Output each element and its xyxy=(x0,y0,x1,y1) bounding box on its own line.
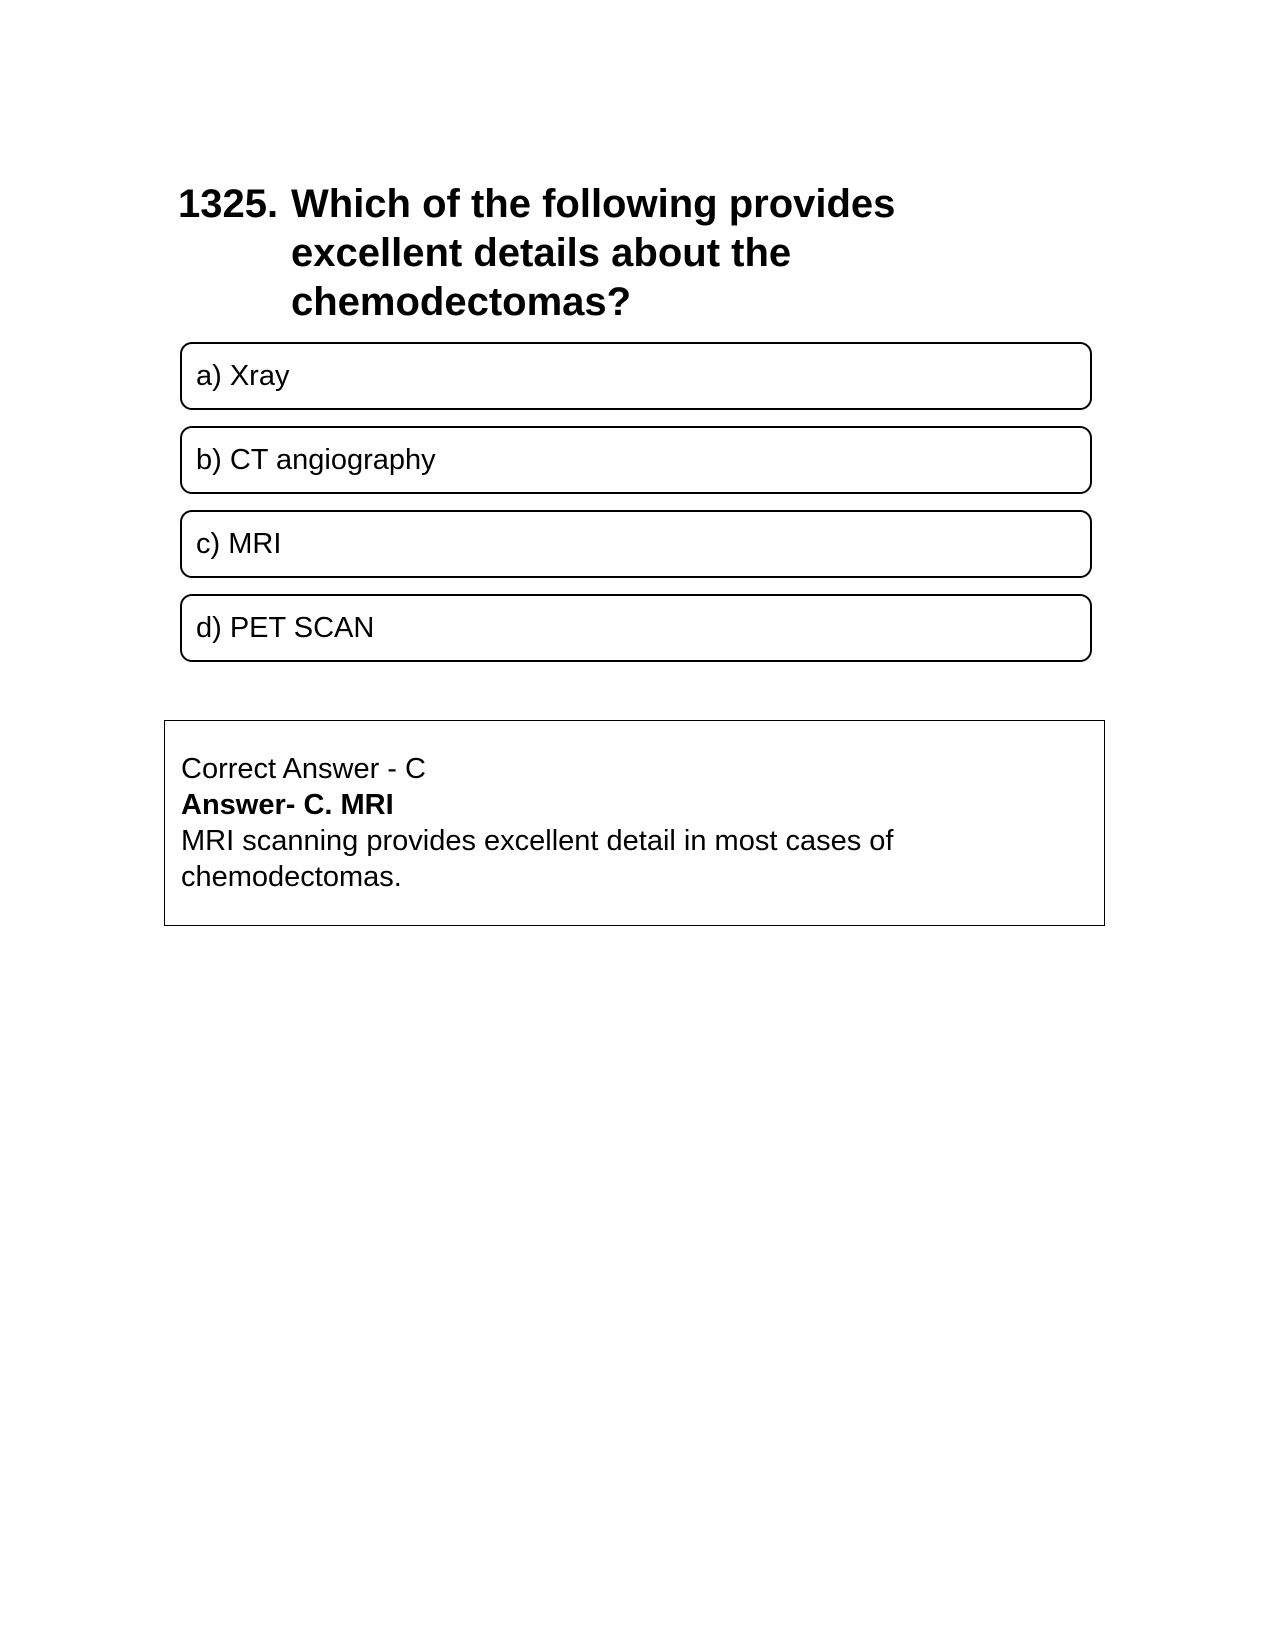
question-text: Which of the following provides excellent details about the chemodectomas? xyxy=(291,182,896,324)
answer-explanation: MRI scanning provides excellent detail in most cases of chemodectomas. xyxy=(181,825,894,893)
option-c[interactable]: c) MRI xyxy=(180,510,1092,578)
question-number: 1325. xyxy=(178,182,279,226)
answer-box xyxy=(164,720,1105,926)
option-a[interactable]: a) Xray xyxy=(180,342,1092,410)
options-list xyxy=(180,342,1092,678)
correct-answer-line: Correct Answer - C xyxy=(181,753,426,785)
option-d[interactable]: d) PET SCAN xyxy=(180,594,1092,662)
answer-heading: Answer- C. MRI xyxy=(181,789,394,821)
question-heading xyxy=(178,180,1078,327)
option-b[interactable]: b) CT angiography xyxy=(180,426,1092,494)
